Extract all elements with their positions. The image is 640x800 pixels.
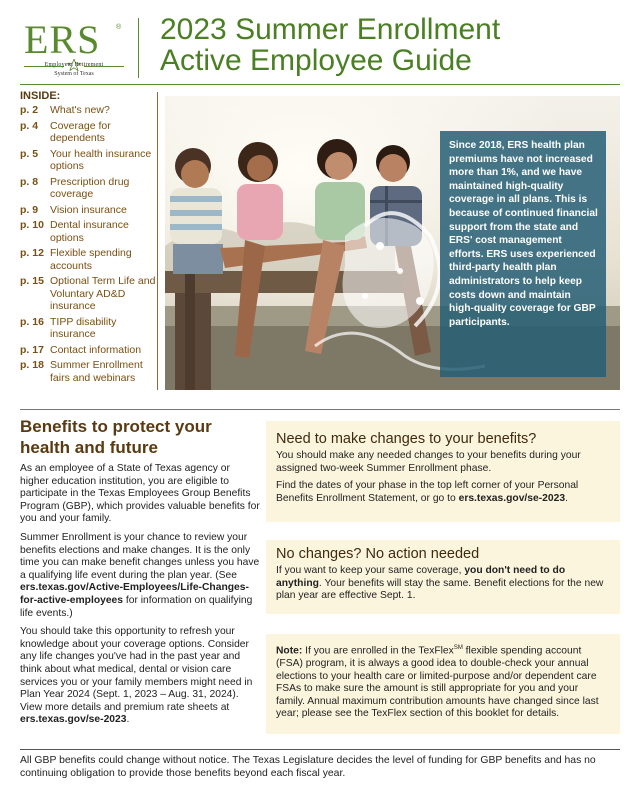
texflex-note	[276, 642, 610, 721]
footer-disclaimer: All GBP benefits could change without notice. The Texas Legislature decides the level of funding for GBP benefits and has no continuing obligation to provide those benefits beyond each fiscal year.	[20, 755, 596, 779]
para2-text-a: Summer Enrollment is your chance to review your benefits elections and make changes. It is the only time you can make benefit changes unless you have a qualifying life event during the plan year. (See	[20, 531, 260, 581]
benefits-para-2	[20, 532, 260, 620]
toc-page-number: p. 15	[20, 275, 44, 287]
logo-subtitle-line2: System of Texas	[54, 71, 94, 77]
no-changes-title: No changes? No action needed	[276, 546, 480, 562]
para2-text-b: for information on qualifying life events.)	[20, 594, 253, 619]
toc-item[interactable]	[20, 359, 158, 384]
toc-label: TIPP disability insurance	[50, 315, 117, 340]
changes-title: Need to make changes to your benefits?	[276, 431, 537, 447]
logo-wordmark: ERS	[24, 17, 101, 62]
toc-label: Your health insurance options	[50, 147, 152, 172]
toc-label: What's new?	[50, 104, 110, 116]
toc-item[interactable]	[20, 104, 158, 117]
toc-page-number: p. 2	[20, 104, 39, 116]
toc-label: Vision insurance	[50, 203, 127, 216]
benefits-para-1: As an employee of a State of Texas agency or higher education institution, you are eligible to participate in the Texas Employees Group Benefits Program (GBP), which provides valuable benefits for you and your family.	[20, 463, 260, 525]
header-rule	[20, 84, 620, 85]
no-changes-bold: you don't need to do anything	[276, 565, 566, 589]
footer-rule	[20, 749, 620, 750]
logo-registered-mark: ®	[116, 24, 122, 31]
service-mark: SM	[453, 645, 463, 651]
toc-label: Contact information	[50, 343, 142, 356]
page-title	[160, 14, 500, 76]
benefits-section	[20, 416, 260, 733]
toc-label: Optional Term Life and Voluntary AD&D insurance	[50, 275, 156, 312]
toc-item[interactable]	[20, 275, 158, 313]
life-changes-link[interactable]: ers.texas.gov/Active-Employees/Life-Changes-for-active-employees	[20, 582, 249, 606]
no-changes-para	[276, 565, 610, 603]
no-changes-text-a: If you want to keep your same coverage,	[276, 565, 465, 576]
toc-item[interactable]	[20, 176, 158, 201]
note-text-b: flexible spending account (FSA) program, it is always a good idea to double-check your annual elections to your health care or limited-purpose and/or dependent care FSAs to make sure the amount is still appropriate for you and your family. Annual maximum contribution amounts have changed since last year; please see the TexFlex section of this booklet for details.	[276, 645, 599, 720]
section-rule	[20, 409, 620, 410]
toc-label: Coverage for dependents	[50, 119, 111, 144]
toc-label: Flexible spending accounts	[50, 247, 132, 272]
no-changes-box	[266, 540, 620, 614]
title-line1: 2023 Summer Enrollment	[160, 13, 501, 46]
changes-box	[266, 421, 620, 522]
toc-page-number: p. 17	[20, 343, 44, 356]
changes-para-1: You should make any needed changes to your benefits during your assigned two-week Summer Enrollment phase.	[276, 450, 581, 474]
toc-page-number: p. 9	[20, 203, 39, 216]
se-2023-link-2[interactable]: ers.texas.gov/se-2023	[458, 492, 566, 504]
benefits-para-3	[20, 626, 260, 727]
toc-page-number: p. 10	[20, 219, 44, 231]
toc-list	[20, 104, 158, 384]
toc-item[interactable]	[20, 344, 158, 357]
se-2023-link[interactable]: ers.texas.gov/se-2023	[20, 714, 127, 726]
toc-item[interactable]	[20, 219, 158, 244]
toc-page-number: p. 8	[20, 175, 39, 188]
toc-item[interactable]	[20, 120, 158, 145]
texflex-note-box	[266, 634, 620, 734]
ers-logo	[24, 18, 124, 84]
benefits-title: Benefits to protect your health and future	[20, 417, 212, 457]
toc-page-number: p. 4	[20, 119, 39, 132]
toc-label: Dental insurance options	[50, 219, 129, 244]
header-divider	[138, 18, 139, 78]
toc-page-number: p. 5	[20, 147, 39, 160]
title-line2: Active Employee Guide	[160, 44, 472, 77]
no-changes-text-b: . Your benefits will stay the same. Benefit elections for the new plan year are effective Sept. 1.	[276, 577, 604, 602]
toc-item[interactable]	[20, 316, 158, 341]
premium-callout: Since 2018, ERS health plan premiums have not increased more than 1%, and we have maintained high-quality coverage in all plans. This is because of continued financial support from the state and ERS' cost management efforts. ERS uses experienced third-party health plan administrators to help keep costs down and maintain high-quality coverage for GBP participants.	[440, 131, 606, 377]
changes-text-a: Find the dates of your phase in the top left corner of your Personal Benefits Enrollment Statement, or go to	[276, 480, 579, 504]
toc-page-number: p. 16	[20, 315, 44, 328]
toc-label: Summer Enrollment fairs and webinars	[50, 359, 143, 384]
toc-page-number: p. 12	[20, 247, 44, 259]
sidebar-divider	[157, 92, 158, 390]
logo-subtitle-line1: Employees Retirement	[44, 62, 104, 68]
changes-text-b: .	[565, 492, 568, 504]
toc-title: INSIDE:	[20, 90, 61, 102]
toc-page-number: p. 18	[20, 359, 44, 371]
page-header	[20, 14, 620, 84]
inside-toc	[20, 90, 158, 387]
toc-item[interactable]	[20, 148, 158, 173]
toc-item[interactable]	[20, 204, 158, 217]
para3-text-a: You should take this opportunity to refresh your knowledge about your coverage options. Consider any life changes you've had in the past year and think about what medical, dental or vision care services you or your family members might need in Plan Year 2024 (Sept. 1, 2023 – Aug. 31, 2024). View more details and premium rate sheets at	[20, 626, 253, 713]
changes-para-2	[276, 480, 610, 505]
note-text-a: If you are enrolled in the TexFlex	[302, 645, 454, 657]
toc-label: Prescription drug coverage	[50, 175, 130, 200]
note-label: Note:	[276, 645, 303, 657]
para3-text-b: .	[126, 714, 130, 726]
toc-item[interactable]	[20, 247, 158, 272]
